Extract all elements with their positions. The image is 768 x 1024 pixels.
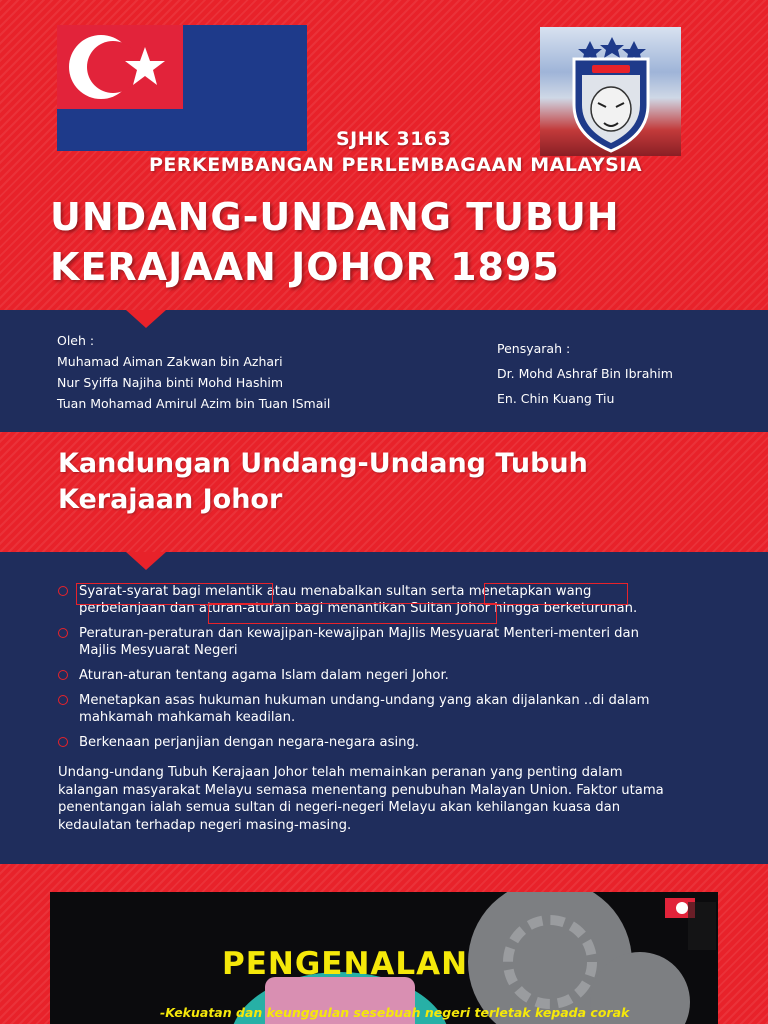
author-name: Nur Syiffa Najiha binti Mohd Hashim <box>57 375 284 390</box>
bullet-circle-icon <box>58 695 68 705</box>
list-item <box>58 667 718 684</box>
intro-slide <box>50 892 718 1024</box>
lecturers-label: Pensyarah : <box>497 341 571 356</box>
bullet-text: Berkenaan perjanjian dengan negara-negara asing. <box>79 735 420 750</box>
highlight-box <box>208 603 497 624</box>
highlight-box <box>76 583 273 605</box>
lecturer-name: En. Chin Kuang Tiu <box>497 391 615 406</box>
highlight-box <box>484 583 628 605</box>
contents-heading-line-2: Kerajaan Johor <box>58 484 283 515</box>
bullet-circle-icon <box>58 586 68 596</box>
authors-label: Oleh : <box>57 333 95 348</box>
bullet-text: mahkamah mahkamah keadilan. <box>79 710 296 725</box>
bullet-circle-icon <box>58 670 68 680</box>
bullet-text: perbelanjaan dan aturan-aturan bagi menantikan Sultan Johor hingga berketurunan. <box>79 601 638 616</box>
contents-heading-line-1: Kandungan Undang-Undang Tubuh <box>58 448 588 479</box>
course-name: PERKEMBANGAN PERLEMBAGAAN MALAYSIA <box>149 154 643 176</box>
bullet-text: Syarat-syarat bagi melantik atau menabalkan sultan serta menetapkan wang <box>79 584 592 599</box>
johor-flag-image <box>57 25 307 151</box>
course-code: SJHK 3163 <box>336 128 452 150</box>
lecturer-name: Dr. Mohd Ashraf Bin Ibrahim <box>497 366 673 381</box>
paragraph-line: Undang-undang Tubuh Kerajaan Johor telah memainkan peranan yang penting dalam <box>58 765 623 780</box>
contents-paragraph <box>58 764 718 834</box>
header-notch <box>126 310 166 328</box>
paragraph-line: kalangan masyarakat Melayu semasa menentang penubuhan Malayan Union. Faktor utama <box>58 782 664 798</box>
intro-title: PENGENALAN <box>222 946 469 982</box>
list-item <box>58 625 718 659</box>
paragraph-line: penentangan ialah semua sultan di negeri-negeri Melayu akan kehilangan kuasa dan <box>58 800 621 815</box>
author-name: Tuan Mohamad Amirul Azim bin Tuan ISmail <box>57 396 331 411</box>
main-title-line-1: UNDANG-UNDANG TUBUH <box>50 195 620 239</box>
jdt-club-crest-image <box>540 27 681 156</box>
bullet-text: Menetapkan asas hukuman hukuman undang-undang yang akan dijalankan ..di dalam <box>79 693 650 708</box>
bullet-circle-icon <box>58 737 68 747</box>
list-item <box>58 692 718 726</box>
bullet-text: Majlis Mesyuarat Negeri <box>79 643 238 658</box>
bullet-circle-icon <box>58 628 68 638</box>
main-title-line-2: KERAJAAN JOHOR 1895 <box>50 245 560 289</box>
header-notch <box>126 552 166 570</box>
crescent-star-icon <box>57 25 183 109</box>
author-name: Muhamad Aiman Zakwan bin Azhari <box>57 354 283 369</box>
tiger-crest-icon <box>540 27 681 156</box>
bullet-text: Aturan-aturan tentang agama Islam dalam negeri Johor. <box>79 668 449 683</box>
list-item <box>58 734 718 751</box>
intro-quote: -Kekuatan dan keunggulan sesebuah negeri terletak kepada corak <box>160 1005 630 1020</box>
paragraph-line: kedaulatan terhadap negeri masing-masing. <box>58 817 352 833</box>
bullet-text: Peraturan-peraturan dan kewajipan-kewajipan Majlis Mesyuarat Menteri-menteri dan <box>79 626 639 641</box>
